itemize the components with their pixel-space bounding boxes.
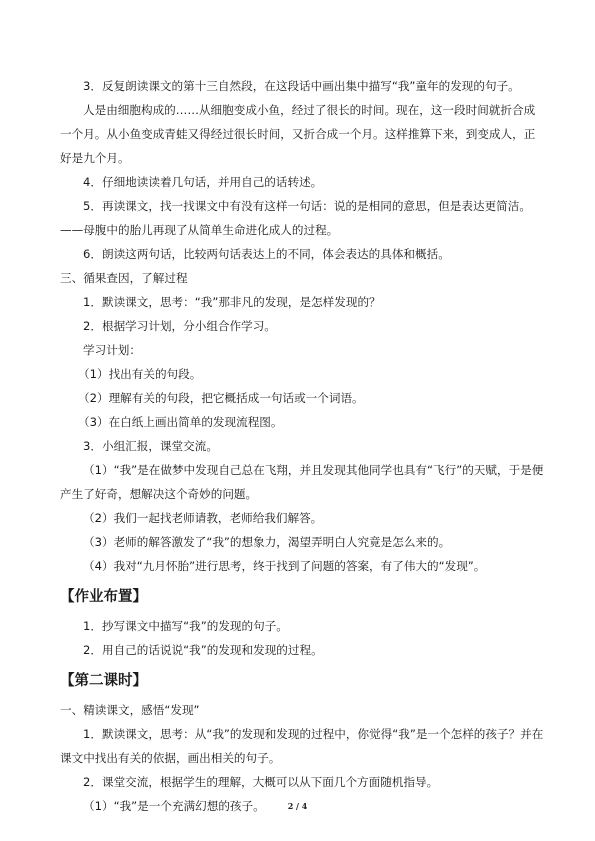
paragraph: 2．课堂交流，根据学生的理解，大概可以从下面几个方面随机指导。 — [83, 775, 439, 789]
section-title: 三、循果查因，了解过程 — [60, 271, 188, 285]
list-item: （4）我对“九月怀胎”进行思考，终于找到了问题的答案，有了伟大的“发现”。 — [83, 559, 486, 573]
homework-item: 2．用自己的话说说“我”的发现和发现的过程。 — [83, 643, 323, 657]
paragraph: 4．仔细地读读着几句话，并用自己的话转述。 — [83, 175, 323, 189]
list-item: （1）“我”是在做梦中发现自己总在飞翔，并且发现其他同学也具有“飞行”的天赋，于是便产生了好奇，想解决这个奇妙的问题。 — [60, 463, 544, 501]
list-item: （3）老师的解答激发了“我”的想象力，渴望弄明白人究竟是怎么来的。 — [83, 535, 451, 549]
list-item: （1）“我”是一个充满幻想的孩子。 — [83, 799, 265, 813]
paragraph: 1．默读课文，思考：“我”那非凡的发现，是怎样发现的？ — [83, 295, 381, 309]
list-item: （2）我们一起找老师请教，老师给我们解答。 — [83, 511, 323, 525]
list-item: （1）找出有关的句段。 — [78, 367, 202, 381]
paragraph: 学习计划： — [83, 343, 141, 357]
paragraph: 3．反复朗读课文的第十三自然段，在这段话中画出集中描写“我”童年的发现的句子。 — [83, 79, 520, 93]
homework-item: 1．抄写课文中描写“我”的发现的句子。 — [83, 619, 288, 633]
paragraph: 3．小组汇报，课堂交流。 — [83, 439, 218, 453]
page-content — [60, 74, 546, 818]
paragraph: 6．朗读这两句话，比较两句话表达上的不同，体会表达的具体和概括。 — [83, 247, 450, 261]
page-number: 2 / 4 — [287, 801, 308, 811]
section-title: 一、精读课文，感悟“发现” — [60, 703, 200, 717]
list-item: （2）理解有关的句段，把它概括成一句话或一个词语。 — [78, 391, 364, 405]
quoted-passage: 人是由细胞构成的……从细胞变成小鱼，经过了很长的时间。现在，这一段时间就折合成一个月。从小鱼变成青蛙又得经过很长时间，又折合成一个月。这样推算下来，到变成人，正好是九个月。 — [60, 103, 536, 165]
paragraph: 1．默读课文，思考：从“我”的发现和发现的过程中，你觉得“我”是一个怎样的孩子？并在课文中找出有关的依据，画出相关的句子。 — [60, 727, 544, 765]
paragraph: 2．根据学习计划，分小组合作学习。 — [83, 319, 276, 333]
list-item: （3）在白纸上画出简单的发现流程图。 — [78, 415, 283, 429]
paragraph: 5．再读课文，找一找课文中有没有这样一句话：说的是相同的意思，但是表达更简洁。——母腹中的胎儿再现了从简单生命进化成人的过程。 — [60, 199, 531, 237]
second-lesson-heading: 【第二课时】 — [60, 673, 147, 689]
homework-heading: 【作业布置】 — [60, 589, 147, 605]
